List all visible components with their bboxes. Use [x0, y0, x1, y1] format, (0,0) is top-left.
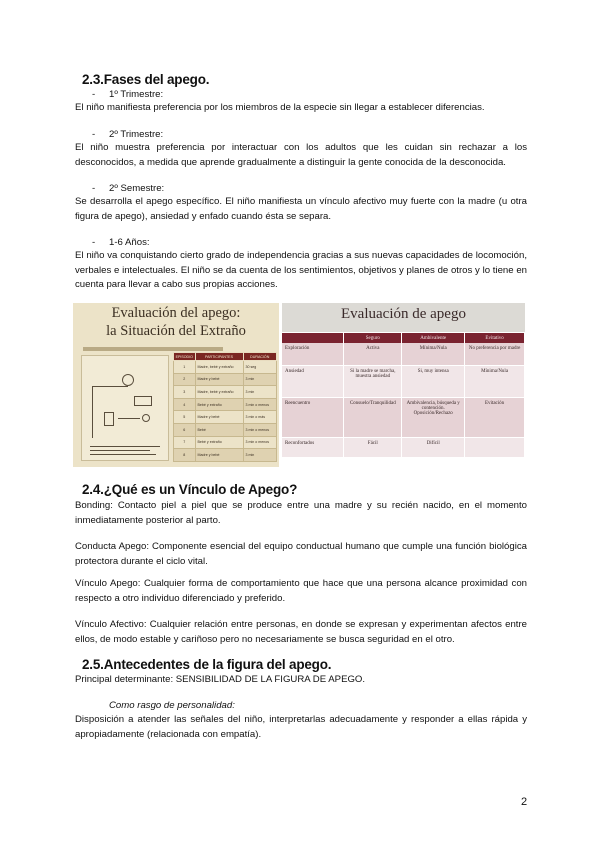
table-cell: 5 [174, 411, 196, 424]
table-cell: 6 [174, 423, 196, 436]
section-title-vinculo: 2.4.¿Qué es un Vínculo de Apego? [82, 482, 298, 497]
table-cell: 3 min o menos [243, 423, 277, 436]
phase-text-3: Se desarrolla el apego específico. El niño manifiesta un vínculo afectivo muy fuerte con la madre (u otra figura de apego), ansiedad y enfado cuando ésta se separa. [75, 196, 527, 222]
disposicion-text: Disposición a atender las señales del niño, interpretarlas adecuadamente y responder a ellas rápida y apropiadamente (relacionada con empatía). [75, 714, 527, 740]
table-cell: 1 [174, 361, 196, 374]
row-header: Reencuentro [282, 397, 344, 437]
table-header: Ambivalente [402, 333, 465, 343]
definition-text: Cualquier relación entre personas, en donde se expresan y experimentan afectos entre ellos, de modo estable y cariñoso pero no necesariamente se busca seguridad en el otro. [75, 619, 527, 645]
table-cell: 4 [174, 398, 196, 411]
table-cell: No preferencia por madre [465, 343, 525, 365]
table-row [282, 343, 525, 365]
page-number: 2 [521, 796, 528, 808]
table-row [174, 423, 277, 436]
phase-label-2 [92, 128, 163, 142]
table-header: Seguro [344, 333, 402, 343]
table-row [174, 386, 277, 399]
table-cell: Madre, bebé y extraño [195, 361, 243, 374]
table-cell: 3 min [243, 386, 277, 399]
attachment-evaluation-table [282, 333, 525, 458]
table-cell: Si, muy intensa [402, 365, 465, 397]
table-cell: Madre y bebé [195, 449, 243, 462]
table-cell: Bebé y extraño [195, 398, 243, 411]
table-cell: Mínima/Nula [402, 343, 465, 365]
table-row [174, 398, 277, 411]
table-cell: Madre, bebé y extraño [195, 386, 243, 399]
definition-term: Vínculo Afectivo: [75, 619, 147, 630]
table-row [282, 437, 525, 457]
table-cell [465, 437, 525, 457]
strange-situation-table [173, 352, 277, 462]
definition-vinculo-afectivo [75, 618, 527, 647]
table-cell: Activa [344, 343, 402, 365]
table-cell: 3 min o menos [243, 436, 277, 449]
table-row [174, 361, 277, 374]
table-header [282, 333, 344, 343]
phase-label-text: 2º Trimestre: [109, 129, 164, 140]
phase-label-text: 2º Semestre: [109, 183, 165, 194]
row-header: Exploración [282, 343, 344, 365]
table-row [282, 397, 525, 437]
table-header: PARTICIPANTES [195, 353, 243, 361]
bullet-dash: - [92, 237, 96, 248]
bullet-dash: - [92, 183, 96, 194]
principal-determinante: Principal determinante: SENSIBILIDAD DE LA FIGURA DE APEGO. [75, 674, 366, 685]
row-header: Reconfortados [282, 437, 344, 457]
phase-text-2: El niño muestra preferencia por interactuar con los adultos que les cuidan sin rechazar a los desconocidos, a medida que aprende gradualmente a distinguir la gente conocida de la desconocida. [75, 142, 527, 168]
table-cell: Madre y bebé [195, 411, 243, 424]
table-row [174, 436, 277, 449]
table-cell: Evitación [465, 397, 525, 437]
table-row [174, 411, 277, 424]
phase-label-3 [92, 182, 164, 196]
table-cell: 3 [174, 386, 196, 399]
table-cell: Fácil [344, 437, 402, 457]
table-cell: Si la madre se marcha, muestra ansiedad [344, 365, 402, 397]
table-row [282, 365, 525, 397]
phase-label-1 [92, 88, 163, 102]
definition-text: Contacto piel a piel que se produce entre una madre y su recién nacido, en el momento inmediatamente posterior al parto. [75, 500, 527, 526]
table-cell: Ambivalencia, búsqueda y contención. Oposición/Rechazo [402, 397, 465, 437]
table-cell: Difícil [402, 437, 465, 457]
definition-text: Componente esencial del equipo conductual humano que cumple una función biológica protectora durante el ciclo vital. [75, 541, 527, 567]
table-cell: 3 min [243, 373, 277, 386]
image1-title-line2: la Situación del Extraño [106, 323, 246, 339]
definition-bonding [75, 499, 527, 528]
table-cell: 3 min o más [243, 411, 277, 424]
table-cell: 3 min o menos [243, 398, 277, 411]
attachment-evaluation-image [282, 303, 525, 467]
table-cell: Bebé [195, 423, 243, 436]
phase-label-4 [92, 236, 150, 250]
table-cell: Mínima/Nula [465, 365, 525, 397]
bullet-dash: - [92, 89, 96, 100]
definition-text: Cualquier forma de comportamiento que hace que una persona alcance proximidad con respecto a otro individuo diferenciado y preferido. [75, 578, 528, 604]
bullet-dash: - [92, 129, 96, 140]
table-cell: 8 [174, 449, 196, 462]
table-row [174, 449, 277, 462]
table-cell: 3 min [243, 449, 277, 462]
table-cell: 7 [174, 436, 196, 449]
definition-term: Bonding: [75, 500, 113, 511]
image1-title-line1: Evaluación del apego: [111, 305, 241, 321]
table-row [174, 373, 277, 386]
phase-label-text: 1-6 Años: [109, 237, 150, 248]
definition-term: Vínculo Apego: [75, 578, 141, 589]
phase-label-text: 1º Trimestre: [109, 89, 164, 100]
rasgo-personalidad: Como rasgo de personalidad: [109, 700, 235, 711]
definition-term: Conducta Apego: [75, 541, 149, 552]
definition-vinculo-apego [75, 577, 527, 606]
strange-situation-image [73, 303, 279, 467]
phase-text-4: El niño va conquistando cierto grado de independencia gracias a sus nuevas capacidades de locomoción, verbales e intelectuales. El niño se da cuenta de los sentimientos, objetivos y planes de otros y lo tiene en cuenta para llevar a cabo sus propias acciones. [75, 250, 527, 290]
row-header: Ansiedad [282, 365, 344, 397]
image2-title: Evaluación de apego [341, 306, 466, 322]
table-cell: 2 [174, 373, 196, 386]
phase-text-1: El niño manifiesta preferencia por los miembros de la especie sin llegar a establecer diferencias. [75, 102, 485, 113]
image1-subtitle-band [83, 347, 223, 351]
definition-conducta-apego [75, 540, 527, 569]
table-cell: Consuelo/Tranquilidad [344, 397, 402, 437]
table-cell: Madre y bebé [195, 373, 243, 386]
table-cell: Bebé y extraño [195, 436, 243, 449]
table-cell: 30 seg [243, 361, 277, 374]
section-title-fases: 2.3.Fases del apego. [82, 72, 210, 87]
strange-situation-sketch [81, 355, 169, 461]
table-header: DURACIÓN [243, 353, 277, 361]
section-title-antecedentes: 2.5.Antecedentes de la figura del apego. [82, 657, 332, 672]
table-header: EPISODIO [174, 353, 196, 361]
table-header: Evitativo [465, 333, 525, 343]
